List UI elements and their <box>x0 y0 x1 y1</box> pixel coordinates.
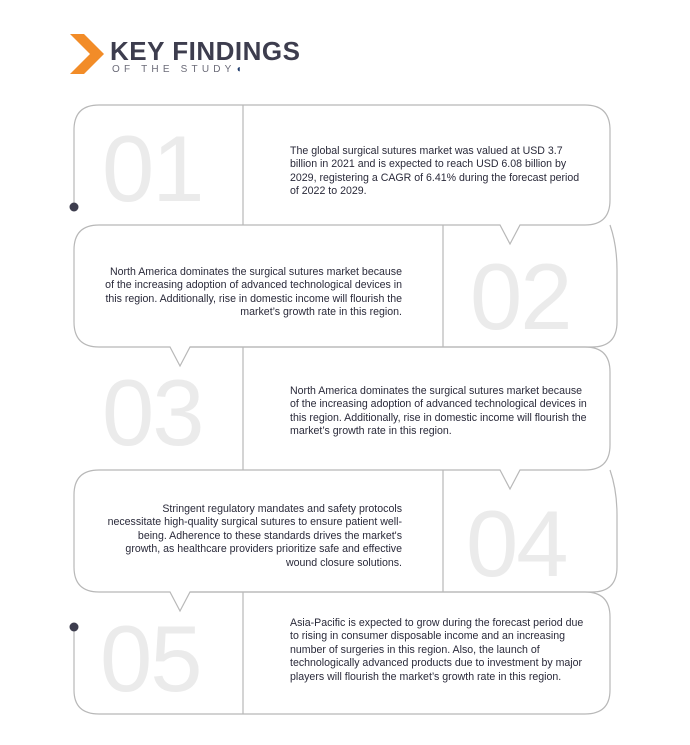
finding-number-3: 03 <box>102 360 203 465</box>
finding-text-4: Stringent regulatory mandates and safety protocols necessitate high-quality surgical sutures to ensure patient well-being. Adherence to these standards drives the market's growth, as healthcare providers prioritize safe and effective wound closure solutions. <box>107 503 402 569</box>
finding-text-3: North America dominates the surgical sutures market because of the increasing adoption of advanced technological devices in this region. Additionally, rise in domestic income will flourish the market’s growth rate in this region. <box>290 385 587 438</box>
page-title: KEY FINDINGS <box>110 36 301 66</box>
timeline-end-dot <box>70 623 79 632</box>
finding-number-2: 02 <box>470 244 571 349</box>
finding-number-5: 05 <box>100 606 201 711</box>
finding-text-5: Asia-Pacific is expected to grow during the forecast period due to rising in consumer disposable income and an increasing number of surgeries in this region. Also, the launch of technologically advanced products due to investment by major players will flourish the market’s growth rate in this region. <box>290 617 584 683</box>
finding-text-2: North America dominates the surgical sutures market because of the increasing adoption of advanced technological devices in this region. Additionally, rise in domestic income will flourish the market’s growth rate in this region. <box>105 266 402 319</box>
finding-text-1: The global surgical sutures market was valued at USD 3.7 billion in 2021 and is expected to reach USD 6.08 billion by 2029, registering a CAGR of 6.41% during the forecast period of 2022 to 2029. <box>290 145 580 198</box>
page-subtitle: OF THE STUDY◖ <box>112 64 242 75</box>
finding-number-4: 04 <box>466 491 567 596</box>
dot-icon: ◖ <box>235 64 242 75</box>
finding-number-1: 01 <box>102 116 203 221</box>
timeline-start-dot <box>70 203 79 212</box>
